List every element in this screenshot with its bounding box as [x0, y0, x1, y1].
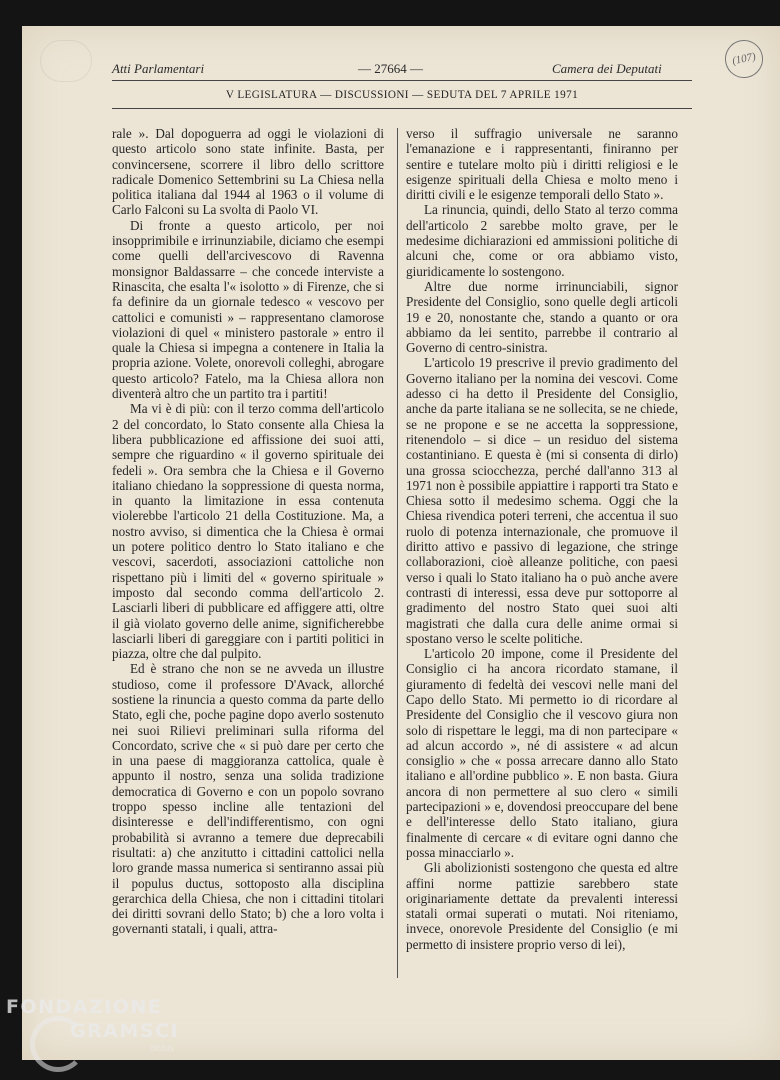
text-column-left [112, 126, 384, 937]
paragraph: Di fronte a questo articolo, per noi insopprimibile e irrinunziabile, diciamo che esempi come quelli dell'arcivescovo di Ravenna monsignor Baldassarre – che concede interviste a Rinascita, che esalta l'« isolotto » di Firenze, che si fa definire da un giornale tedesco « vescovo per cattolici e comunisti » – rappresentano clamorose violazioni di quel « ministero pastorale » entro il quale la Chiesa si impegna a contenere in Italia la propria azione. Volete, onorevoli colleghi, abrogare questo articolo? Fatelo, ma la Chiesa allora non diventerà altro che un partito tra i partiti! [112, 217, 384, 402]
paragraph: La rinuncia, quindi, dello Stato al terzo comma dell'articolo 2 sarebbe molto grave, per le medesime dichiarazioni ed ammissioni politiche di alcuni che, come or ora abbiamo visto, giuridicamente lo sostengono. [406, 202, 678, 279]
watermark-line-3: onlus [150, 1044, 175, 1054]
watermark-line-1: FONDAZIONE [6, 996, 163, 1018]
column-divider [397, 128, 398, 978]
header-page-number: — 27664 — [358, 61, 423, 76]
paragraph: L'articolo 19 prescrive il previo gradimento del Governo italiano per la nomina dei vescovi. Come adesso ci ha detto il Presidente del Consiglio, anche da parte italiana se ne sollecita, se ne chiede, se ne propone e se ne accetta la soppressione, ritenendolo – si dice – un residuo del sistema costantiniano. E questa è (mi si consenta di dirlo) una grossa sciocchezza, perché dall'anno 313 al 1971 non è possibile appiattire i rapporti tra Stato e Chiesa sotto il medesimo schema. Oggi che la Chiesa rivendica poteri terreni, che accentua il suo ruolo di potenza internazionale, che promuove il diritto attivo e passivo di legazione, che stringe collaborazioni, cioè alleanze politiche, con paesi verso i quali lo Stato italiano ha o può anche avere contrasti di interessi, essa deve pur sottoporre al gradimento del nostro Stato quei suoi alti magistrati che dalla cura delle anime ormai si spostano verso le scelte politiche. [406, 355, 678, 646]
header-left: Atti Parlamentari [112, 61, 205, 76]
paragraph: Gli abolizionisti sostengono che questa ed altre affini norme pattizie sarebbero state originariamente dettate da prevalenti interessi statali ormai superati o mutati. Noi riteniamo, invece, onorevole Presidente del Consiglio (e mi permetto di insistere proprio verso di lei), [406, 860, 678, 952]
paragraph: rale ». Dal dopoguerra ad oggi le violazioni di questo articolo sono state infinite. Basta, per convincersene, scorrere il libro dello scrittore radicale Domenico Settembrini su La Chiesa nella politica italiana dal 1944 al 1963 o il volume di Carlo Falconi su La svolta di Paolo VI. [112, 126, 384, 218]
watermark-line-2: GRAMSCI [70, 1020, 180, 1042]
header-right: Camera dei Deputati [552, 61, 662, 76]
session-subheader: V LEGISLATURA — DISCUSSIONI — SEDUTA DEL 7 APRILE 1971 [225, 89, 579, 101]
fondazione-gramsci-watermark [0, 996, 200, 1076]
text-column-right [406, 126, 678, 952]
paragraph: Altre due norme irrinunciabili, signor Presidente del Consiglio, sono quelle degli articoli 19 e 20, nonostante che, stando a quanto or ora abbiamo da lei sentito, parrebbe il contrario al Governo di centro-sinistra. [406, 278, 678, 356]
paragraph: verso il suffragio universale ne saranno l'emanazione e i rappresentanti, finiranno per sentire e tutelare molto più i diritti religiosi e le esigenze spirituali della Chiesa e molto meno i diritti civili e le esigenze temporali dello Stato ». [406, 126, 678, 203]
page-number-stamp: (107) [721, 36, 766, 81]
header-rule-bottom [112, 108, 692, 109]
paragraph: Ma vi è di più: con il terzo comma dell'articolo 2 del concordato, lo Stato consente alla Chiesa la libera pubblicazione ed affissione dei suoi atti, sempre che riguardino « il governo spirituale dei fedeli ». Ora sembra che la Chiesa e il Governo italiano chiedano la soppressione di questa norma, in quanto la limitazione in essa contenuta violerebbe l'articolo 21 della Costituzione. Ma, a nostro avviso, si dimentica che la Chiesa è ormai un potere politico dentro lo Stato italiano e che vescovi, sacerdoti, associazioni cattoliche non rispettano più i limiti del « governo spirituale » imposto dal secondo comma dell'articolo 2. Lasciarli liberi di pubblicare ed affiggere atti, oltre il già violato governo delle anime, significherebbe lasciarli liberi di gareggiare con i partiti politici in piazza, oltre che dal pulpito. [112, 401, 384, 662]
paragraph: L'articolo 20 impone, come il Presidente del Consiglio ci ha ancora ricordato stamane, il giuramento di fedeltà dei vescovi nelle mani del Capo dello Stato. Mi permetto io di ricordare al Presidente del Consiglio che il vescovo giura non solo di rispettare le leggi, ma di non partecipare « ad alcun accordo », né di assistere « ad alcun consiglio » che « possa arrecare danno allo Stato italiano e all'ordine pubblico ». E non basta. Giura ancora di non permettere al suo clero « simili partecipazioni » e, dovendosi preoccupare del bene e dell'interesse dello Stato italiano, giura finalmente di cercare « di evitare ogni danno che possa minacciarlo ». [406, 646, 678, 860]
faded-stamp-mark [40, 40, 92, 82]
header-rule-top [112, 80, 692, 81]
paragraph: Ed è strano che non se ne avveda un illustre studioso, come il professore D'Avack, allorché sostiene la rinuncia a questo comma da parte dello Stato, egli che, poche pagine dopo averlo sostenuto nei suoi Rilievi preliminari sulla riforma del Concordato, scrive che « si può dare per certo che in una paese di maggioranza cattolica, quale è appunto il nostro, senza una solida tradizione democratica di Governo e con un popolo sovrano troppo spesso incline alle tentazioni del disinteresse e dell'indifferentismo, con ogni probabilità si avranno a temere due deprecabili risultati: a) che anzitutto i cittadini cattolici nella loro grande massa numerica si sentiranno assai più il populus ductus, sottoposto alla disciplina gerarchica della Chiesa, che non i cittadini titolari dei diritti sovrani dello Stato; b) che a loro volta i governanti statali, i quali, attra- [112, 661, 384, 937]
